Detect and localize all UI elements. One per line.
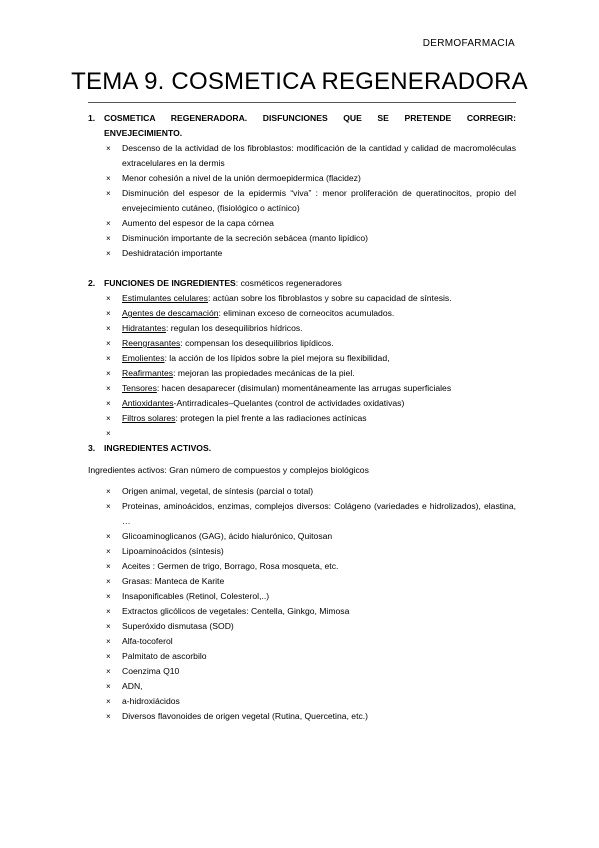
bullet-x-icon: × [106, 219, 111, 228]
list-item [106, 141, 516, 171]
ingredient-function-term: Reengrasantes [122, 338, 181, 348]
list-item [106, 559, 516, 574]
list-item-text: Lipoaminoácidos (síntesis) [122, 546, 224, 556]
bullet-x-icon: × [106, 622, 111, 631]
list-item [106, 336, 516, 351]
list-item [106, 231, 516, 246]
bullet-x-icon: × [106, 547, 111, 556]
ingredient-function-description: : actúan sobre los fibroblastos y sobre su capacidad de síntesis. [207, 293, 452, 303]
list-item-text: Palmitato de ascorbilo [122, 651, 207, 661]
list-item-text: Aumento del espesor de la capa córnea [122, 218, 274, 228]
section-3-list [88, 484, 516, 724]
bullet-x-icon: × [106, 234, 111, 243]
list-item-text: Extractos glicólicos de vegetales: Centella, Ginkgo, Mimosa [122, 606, 350, 616]
list-item-text: ADN, [122, 681, 143, 691]
section-3-heading [88, 441, 516, 456]
ingredient-function-description: : hacen desaparecer (disimulan) momentáneamente las arrugas superficiales [156, 383, 452, 393]
section-1-heading [88, 111, 516, 141]
bullet-x-icon: × [106, 369, 111, 378]
bullet-x-icon: × [106, 384, 111, 393]
section-number: 2. [88, 278, 96, 288]
list-item-text: Coenzima Q10 [122, 666, 180, 676]
bullet-x-icon: × [106, 502, 111, 511]
list-item-text: Aceites : Germen de trigo, Borrago, Rosa mosqueta, etc. [122, 561, 339, 571]
list-item [106, 306, 516, 321]
list-item-text: a-hidroxiácidos [122, 696, 180, 706]
list-item [106, 679, 516, 694]
ingredient-function-term: Estimulantes celulares [122, 293, 208, 303]
bullet-x-icon: × [106, 487, 111, 496]
ingredient-function-description: : mejoran las propiedades mecánicas de la piel. [173, 368, 355, 378]
list-item [106, 694, 516, 709]
list-item-text: Menor cohesión a nivel de la unión dermoepidermica (flacidez) [122, 173, 361, 183]
list-item [106, 574, 516, 589]
list-item-text: Glicoaminoglicanos (GAG), ácido hialurónico, Quitosan [122, 531, 333, 541]
ingredient-function-term: Reafirmantes [122, 368, 174, 378]
section-subtitle: : cosméticos regeneradores [235, 278, 342, 288]
list-item [106, 426, 516, 441]
list-item [106, 649, 516, 664]
ingredient-function-term: Antioxidantes [122, 398, 174, 408]
list-item-text: Alfa-tocoferol [122, 636, 173, 646]
document-body [88, 111, 516, 724]
list-item [106, 321, 516, 336]
bullet-x-icon: × [106, 294, 111, 303]
ingredient-function-description: -Antirradicales–Quelantes (control de actividades oxidativas) [173, 398, 405, 408]
bullet-x-icon: × [106, 697, 111, 706]
bullet-x-icon: × [106, 399, 111, 408]
bullet-x-icon: × [106, 339, 111, 348]
list-item [106, 709, 516, 724]
bullet-x-icon: × [106, 592, 111, 601]
list-item [106, 499, 516, 529]
section-title: COSMETICA REGENERADORA. DISFUNCIONES QUE SE PRETENDE CORREGIR: ENVEJECIMIENTO. [104, 113, 516, 138]
list-item-text: Origen animal, vegetal, de síntesis (parcial o total) [122, 486, 314, 496]
running-header: DERMOFARMACIA [422, 38, 515, 49]
list-item [106, 634, 516, 649]
list-item [106, 351, 516, 366]
list-item-text: Disminución importante de la secreción sebácea (manto lipídico) [122, 233, 368, 243]
ingredient-function-description: : compensan los desequilibrios lipídicos. [180, 338, 334, 348]
list-item [106, 246, 516, 261]
section-2-heading [88, 276, 516, 291]
section-title: FUNCIONES DE INGREDIENTES [104, 278, 236, 288]
list-item [106, 381, 516, 396]
list-item-text: Deshidratación importante [122, 248, 223, 258]
bullet-x-icon: × [106, 429, 111, 438]
bullet-x-icon: × [106, 577, 111, 586]
ingredient-function-description: : regulan los desequilibrios hídricos. [165, 323, 303, 333]
list-item [106, 411, 516, 426]
bullet-x-icon: × [106, 712, 111, 721]
list-item-text: Disminución del espesor de la epidermis “viva” : menor proliferación de queratinocitos, propio del envejecimiento cutáneo, (fisiológico o actínico) [122, 188, 516, 213]
ingredient-function-term: Filtros solares [122, 413, 176, 423]
section-1-list [88, 141, 516, 261]
bullet-x-icon: × [106, 414, 111, 423]
page-title: TEMA 9. COSMETICA REGENERADORA [71, 68, 528, 95]
section-2-list [88, 291, 516, 441]
list-item-text: Descenso de la actividad de los fibroblastos: modificación de la cantidad y calidad de macromoléculas extracelulares en la dermis [122, 143, 516, 168]
list-item [106, 186, 516, 216]
list-item [106, 396, 516, 411]
bullet-x-icon: × [106, 324, 111, 333]
ingredient-function-description: : la acción de los lípidos sobre la piel mejora su flexibilidad, [164, 353, 390, 363]
bullet-x-icon: × [106, 682, 111, 691]
bullet-x-icon: × [106, 144, 111, 153]
list-item [106, 171, 516, 186]
list-item-text: Diversos flavonoides de origen vegetal (Rutina, Quercetina, etc.) [122, 711, 369, 721]
list-item [106, 544, 516, 559]
bullet-x-icon: × [106, 562, 111, 571]
title-underline [88, 102, 516, 103]
bullet-x-icon: × [106, 637, 111, 646]
bullet-x-icon: × [106, 667, 111, 676]
list-item [106, 291, 516, 306]
ingredient-function-term: Tensores [122, 383, 157, 393]
section-3-intro: Ingredientes activos: Gran número de compuestos y complejos biológicos [88, 465, 369, 475]
section-title: INGREDIENTES ACTIVOS. [104, 443, 212, 453]
list-item [106, 366, 516, 381]
bullet-x-icon: × [106, 249, 111, 258]
section-number: 1. [88, 113, 96, 123]
list-item-text: Proteinas, aminoácidos, enzimas, complejos diversos: Colágeno (variedades e hidrolizados), elastina, … [122, 501, 516, 526]
bullet-x-icon: × [106, 174, 111, 183]
bullet-x-icon: × [106, 189, 111, 198]
ingredient-function-description: : eliminan exceso de corneocitos acumulados. [218, 308, 395, 318]
list-item [106, 589, 516, 604]
list-item-text: Insaponificables (Retinol, Colesterol,..) [122, 591, 270, 601]
list-item-text: Grasas: Manteca de Karite [122, 576, 225, 586]
list-item [106, 664, 516, 679]
ingredient-function-term: Agentes de descamación [122, 308, 219, 318]
bullet-x-icon: × [106, 607, 111, 616]
bullet-x-icon: × [106, 354, 111, 363]
list-item [106, 529, 516, 544]
list-item [106, 619, 516, 634]
section-number: 3. [88, 443, 96, 453]
ingredient-function-term: Emolientes [122, 353, 165, 363]
ingredient-function-term: Hidratantes [122, 323, 166, 333]
list-item [106, 604, 516, 619]
ingredient-function-description: : protegen la piel frente a las radiaciones actínicas [175, 413, 367, 423]
bullet-x-icon: × [106, 652, 111, 661]
bullet-x-icon: × [106, 532, 111, 541]
list-item [106, 216, 516, 231]
bullet-x-icon: × [106, 309, 111, 318]
list-item-text: Superóxido dismutasa (SOD) [122, 621, 234, 631]
list-item [106, 484, 516, 499]
